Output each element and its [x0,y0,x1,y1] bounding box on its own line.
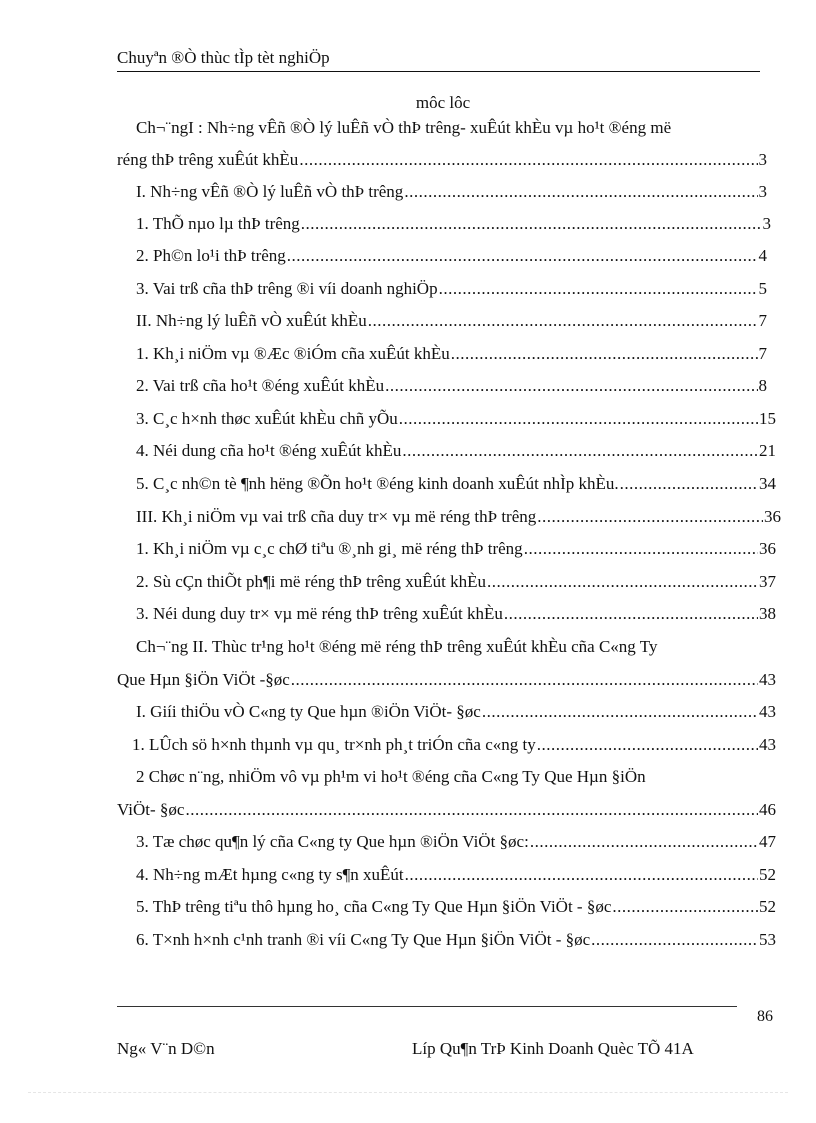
toc-entry: 2. Sù cÇn thiÕt ph¶i më réng thÞ trêng xuÊút khÈu ..... 37 [136,572,776,598]
toc-entry: 5. C¸c nh©n tè ¶nh hëng ®Õn ho¹t ®éng kinh doanh xuÊút nhÌp khÈu. ..... 34 [136,474,776,500]
toc-entry: réng thÞ trêng xuÊút khÈu ..... 3 [117,150,767,176]
toc-entry: 2 Chøc n¨ng, nhiÖm vô vµ ph¹m vi ho¹t ®éng cña C«ng Ty Que Hµn §iÖn [136,767,646,786]
toc-entry: 1. LÛch sö h×nh thµnh vµ qu¸ tr×nh ph¸t triÓn cña c«ng ty ..... 43 [132,735,776,761]
toc-entry: 4. Néi dung cña ho¹t ®éng xuÊút khÈu ..... 21 [136,441,776,467]
toc-heading: môc lôc [415,93,471,112]
toc-entry: 4. Nh÷ng mÆt hµng c«ng ty s¶n xuÊút ..... 52 [136,865,776,891]
running-header-title: Chuyªn ®Ò thùc tÌp tèt nghiÖp [117,48,330,67]
toc-entry: Que Hµn §iÖn ViÖt -§øc ..... 43 [117,670,776,696]
toc-entry: 6. T×nh h×nh c¹nh tranh ®i víi C«ng Ty Que Hµn §iÖn ViÖt - §øc ..... 53 [136,930,776,956]
toc-entry: III. Kh¸i niÖm vµ vai trß cña duy tr× vµ më réng thÞ trêng ..... 36 [136,507,781,533]
footer-author: Ng« V¨n D©n [117,1039,215,1058]
toc-entry: 3. Néi dung duy tr× vµ më réng thÞ trêng xuÊút khÈu ..... 38 [136,604,776,630]
footer-class: Líp Qu¶n TrÞ Kinh Doanh Quèc TÕ 41A [412,1039,694,1058]
toc-entry: 2. Vai trß cña ho¹t ®éng xuÊút khÈu ..... 8 [136,376,767,402]
toc-entry: I. Nh÷ng vÊñ ®Ò lý luÊñ vÒ thÞ trêng ..... 3 [136,182,767,208]
toc-entry: I. Giíi thiÖu vÒ C«ng ty Que hµn ®iÖn ViÖt- §øc ..... 43 [136,702,776,728]
toc-entry: Ch¬¨ng II. Thùc tr¹ng ho¹t ®éng më réng thÞ trêng xuÊút khÈu cña C«ng Ty [136,637,658,656]
toc-entry: 1. Kh¸i niÖm vµ ®Æc ®iÓm cña xuÊút khÈu ..... 7 [136,344,767,370]
toc-entry: 3. C¸c h×nh thøc xuÊút khÈu chñ yÕu ..... 15 [136,409,776,435]
toc-entry: 2. Ph©n lo¹i thÞ trêng ..... 4 [136,246,767,272]
page-bottom-divider [28,1092,788,1093]
toc-entry: 3. Vai trß cña thÞ trêng ®i víi doanh nghiÖp ..... 5 [136,279,767,305]
toc-entry: 1. ThÕ nµo lµ thÞ trêng ..... 3 [136,214,771,240]
toc-entry: ViÖt- §øc ..... 46 [117,800,776,826]
footer-rule [117,1006,737,1007]
toc-entry: II. Nh÷ng lý luÊñ vÒ xuÊút khÈu ..... 7 [136,311,767,337]
toc-entry: 1. Kh¸i niÖm vµ c¸c chØ tiªu ®¸nh gi¸ më réng thÞ trêng ..... 36 [136,539,776,565]
toc-entry: 5. ThÞ trêng tiªu thô hµng ho¸ cña C«ng Ty Que Hµn §iÖn ViÖt - §øc ..... 52 [136,897,776,923]
toc-entry: Ch¬¨ngI : Nh÷ng vÊñ ®Ò lý luÊñ vÒ thÞ trêng- xuÊút khÈu vµ ho¹t ®éng më [136,118,672,137]
header-rule [117,71,760,72]
page-number: 86 [757,1008,773,1025]
toc-entry: 3. Tæ chøc qu¶n lý cña C«ng ty Que hµn ®iÖn ViÖt §øc: ..... 47 [136,832,776,858]
